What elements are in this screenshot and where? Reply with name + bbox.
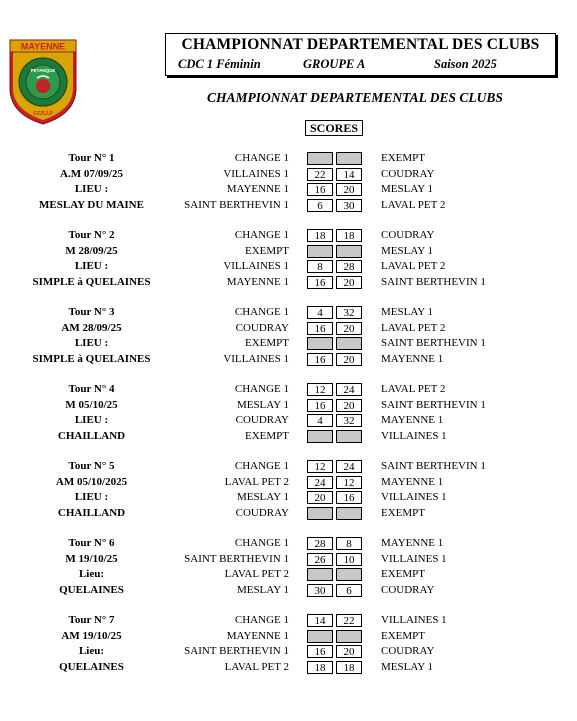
away-score: 8	[336, 537, 362, 550]
away-score: 20	[336, 276, 362, 289]
home-team: EXEMPT	[245, 244, 289, 257]
tour-number: Tour N° 5	[68, 460, 115, 472]
tour-date: M 28/09/25	[65, 244, 118, 257]
home-score: 4	[307, 306, 333, 319]
away-team: SAINT BERTHEVIN 1	[381, 275, 486, 288]
home-score: 12	[307, 383, 333, 396]
home-team: CHANGE 1	[234, 614, 289, 626]
away-score: 20	[336, 183, 362, 196]
tour-block	[0, 459, 577, 519]
home-score: 4	[307, 414, 333, 427]
away-score	[336, 430, 362, 443]
away-team: MESLAY 1	[381, 183, 434, 195]
tour-number: Tour N° 2	[68, 229, 115, 241]
tour-date: M 19/10/25	[65, 552, 118, 565]
tour-location-label: Lieu:	[78, 645, 105, 657]
away-score: 24	[336, 460, 362, 473]
tour-location: CHAILLAND	[57, 429, 126, 442]
tour-number: Tour N° 6	[68, 537, 115, 549]
logo-ring-text: PETANQUE	[30, 68, 56, 73]
away-team: EXEMPT	[381, 152, 425, 164]
away-score: 22	[336, 614, 362, 627]
home-score	[307, 430, 333, 443]
home-team: CHANGE 1	[234, 537, 289, 549]
home-score: 16	[307, 183, 333, 196]
away-score	[336, 152, 362, 165]
away-team: SAINT BERTHEVIN 1	[381, 460, 486, 472]
home-team: COUDRAY	[235, 414, 289, 426]
home-score: 30	[307, 584, 333, 597]
home-team: CHANGE 1	[234, 460, 289, 472]
home-team: CHANGE 1	[234, 383, 289, 395]
away-team: LAVAL PET 2	[381, 260, 446, 272]
away-team: EXEMPT	[381, 506, 425, 519]
tour-date: M 05/10/25	[65, 398, 118, 411]
tour-location-label: Lieu:	[78, 568, 105, 580]
home-score: 16	[307, 276, 333, 289]
home-team: VILLAINES 1	[223, 352, 289, 365]
home-score: 26	[307, 553, 333, 566]
logo-ffpjp-text: F.F.P.J.P	[33, 111, 53, 117]
home-score: 16	[307, 645, 333, 658]
away-team: SAINT BERTHEVIN 1	[381, 337, 486, 349]
home-team: EXEMPT	[245, 429, 289, 442]
home-score: 16	[307, 353, 333, 366]
home-score: 12	[307, 460, 333, 473]
tour-date: AM 05/10/2025	[55, 475, 128, 488]
home-score: 16	[307, 322, 333, 335]
away-score	[336, 245, 362, 258]
tour-number: Tour N° 7	[68, 614, 115, 626]
away-team: COUDRAY	[381, 583, 435, 596]
tour-location: QUELAINES	[59, 583, 124, 596]
tour-location-label: LIEU :	[74, 183, 109, 195]
home-score: 16	[307, 399, 333, 412]
away-score	[336, 630, 362, 643]
header-group: GROUPE A	[303, 57, 366, 71]
away-team: MAYENNE 1	[381, 537, 444, 549]
away-score: 14	[336, 168, 362, 181]
tour-number: Tour N° 3	[68, 306, 115, 318]
home-score: 6	[307, 199, 333, 212]
tour-block	[0, 228, 577, 288]
scores-label: SCORES	[305, 120, 363, 136]
home-team: MAYENNE 1	[226, 275, 289, 288]
home-team: LAVAL PET 2	[224, 568, 289, 580]
tour-location-label: LIEU :	[74, 414, 109, 426]
tour-block	[0, 382, 577, 442]
home-score	[307, 152, 333, 165]
home-score: 8	[307, 260, 333, 273]
away-team: MAYENNE 1	[381, 352, 444, 365]
away-team: MAYENNE 1	[381, 414, 444, 426]
away-team: COUDRAY	[381, 167, 435, 180]
tour-number: Tour N° 4	[68, 383, 115, 395]
tour-location-label: LIEU :	[74, 337, 109, 349]
away-score	[336, 507, 362, 520]
away-score: 20	[336, 399, 362, 412]
home-team: SAINT BERTHEVIN 1	[184, 198, 289, 211]
tour-location-label: LIEU :	[74, 260, 109, 272]
away-score: 16	[336, 491, 362, 504]
main-title: CHAMPIONNAT DEPARTEMENTAL DES CLUBS	[207, 90, 503, 105]
home-team: SAINT BERTHEVIN 1	[184, 645, 289, 657]
home-score: 18	[307, 661, 333, 674]
header-season: Saison 2025	[434, 57, 497, 71]
away-team: EXEMPT	[381, 568, 425, 580]
away-team: COUDRAY	[381, 645, 435, 657]
tour-location: SIMPLE à QUELAINES	[32, 352, 151, 365]
away-team: MAYENNE 1	[381, 475, 444, 488]
mayenne-ffpjp-logo	[7, 38, 79, 126]
away-team: LAVAL PET 2	[381, 321, 446, 334]
away-team: MESLAY 1	[381, 244, 434, 257]
home-team: COUDRAY	[235, 506, 289, 519]
home-score: 22	[307, 168, 333, 181]
tour-block	[0, 613, 577, 673]
home-score	[307, 568, 333, 581]
tour-block	[0, 305, 577, 365]
tour-location-label: LIEU :	[74, 491, 109, 503]
home-score	[307, 507, 333, 520]
away-score: 18	[336, 661, 362, 674]
away-team: MESLAY 1	[381, 306, 434, 318]
home-team: MESLAY 1	[236, 491, 289, 503]
home-score	[307, 630, 333, 643]
away-score	[336, 337, 362, 350]
home-team: LAVAL PET 2	[224, 660, 289, 673]
home-team: MESLAY 1	[236, 398, 289, 411]
home-team: MAYENNE 1	[226, 629, 289, 642]
away-team: COUDRAY	[381, 229, 435, 241]
home-team: SAINT BERTHEVIN 1	[184, 552, 289, 565]
away-score: 32	[336, 306, 362, 319]
home-score: 24	[307, 476, 333, 489]
away-team: VILLAINES 1	[381, 429, 447, 442]
away-team: VILLAINES 1	[381, 614, 447, 626]
away-team: VILLAINES 1	[381, 552, 447, 565]
tour-location: SIMPLE à QUELAINES	[32, 275, 151, 288]
away-score: 20	[336, 645, 362, 658]
home-score: 18	[307, 229, 333, 242]
away-score	[336, 568, 362, 581]
away-score: 28	[336, 260, 362, 273]
header-title: CHAMPIONNAT DEPARTEMENTAL DES CLUBS	[181, 36, 540, 53]
tour-date: AM 28/09/25	[61, 321, 122, 334]
home-score: 28	[307, 537, 333, 550]
logo-mayenne-text: MAYENNE	[20, 41, 66, 52]
away-score: 10	[336, 553, 362, 566]
home-team: VILLAINES 1	[223, 260, 289, 272]
away-score: 20	[336, 353, 362, 366]
away-score: 32	[336, 414, 362, 427]
away-score: 24	[336, 383, 362, 396]
away-score: 20	[336, 322, 362, 335]
home-team: LAVAL PET 2	[224, 475, 289, 488]
home-team: CHANGE 1	[234, 229, 289, 241]
home-team: EXEMPT	[245, 337, 289, 349]
away-score: 12	[336, 476, 362, 489]
home-team: CHANGE 1	[234, 306, 289, 318]
header-cdc: CDC 1 Féminin	[178, 57, 261, 71]
away-team: LAVAL PET 2	[381, 198, 446, 211]
tour-number: Tour N° 1	[68, 152, 115, 164]
tour-block	[0, 536, 577, 596]
tour-date: AM 19/10/25	[61, 629, 122, 642]
away-team: EXEMPT	[381, 629, 425, 642]
away-score: 6	[336, 584, 362, 597]
tour-location: MESLAY DU MAINE	[39, 198, 144, 211]
home-score: 20	[307, 491, 333, 504]
home-team: MESLAY 1	[236, 583, 289, 596]
home-team: COUDRAY	[235, 321, 289, 334]
home-team: VILLAINES 1	[223, 167, 289, 180]
away-score: 18	[336, 229, 362, 242]
away-team: VILLAINES 1	[381, 491, 447, 503]
tour-location: QUELAINES	[59, 660, 124, 673]
away-team: LAVAL PET 2	[381, 383, 446, 395]
tour-block	[0, 151, 577, 211]
home-team: MAYENNE 1	[226, 183, 289, 195]
home-score: 14	[307, 614, 333, 627]
away-score: 30	[336, 199, 362, 212]
home-score	[307, 245, 333, 258]
away-team: MESLAY 1	[381, 660, 434, 673]
tour-location: CHAILLAND	[57, 506, 126, 519]
away-team: SAINT BERTHEVIN 1	[381, 398, 486, 411]
tour-date: A.M 07/09/25	[60, 167, 123, 180]
home-score	[307, 337, 333, 350]
home-team: CHANGE 1	[234, 152, 289, 164]
header-box	[165, 33, 556, 76]
